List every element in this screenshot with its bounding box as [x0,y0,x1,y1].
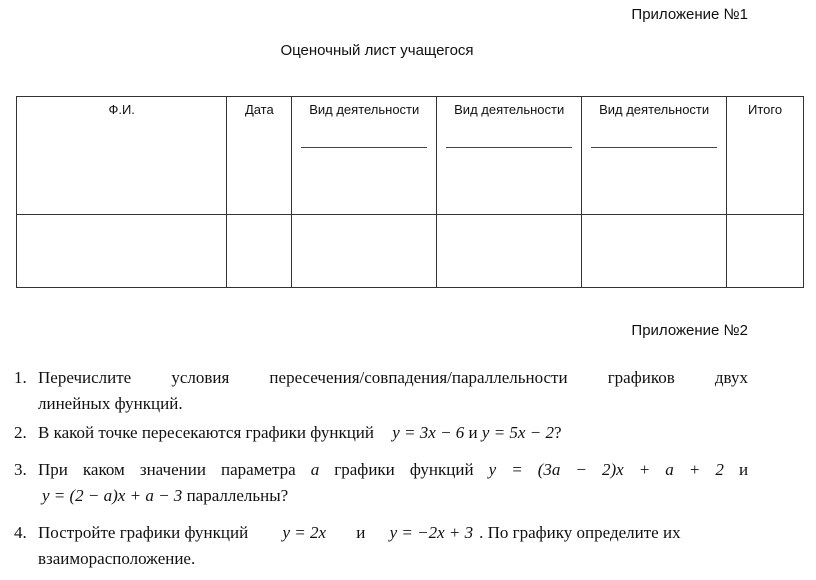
table-row [17,215,804,288]
header-total [727,97,804,215]
task-3 [14,457,748,509]
task-4-text: Постройте графики функций [38,523,249,542]
header-activity-1 [292,97,437,215]
task-number: 3. [14,460,27,479]
task-4-line-2: взаиморасположение. [38,549,196,568]
table-cell [292,215,437,288]
task-3-line-2 [42,483,748,509]
sheet-title: Оценочный лист учащегося [280,42,474,59]
header-activity-label: Вид деятельности [454,102,565,117]
header-date [227,97,292,215]
task-3-text: При каком значении параметра [38,460,296,479]
formula-2: y = (2 − a)x + a − 3 [42,486,183,505]
task-1-line-2: линейных функций. [38,394,183,413]
header-total-label: Итого [748,102,783,117]
task-4 [14,520,748,572]
and-word: и [738,460,749,479]
task-2-text: В какой точке пересекаются графики функций [38,423,374,442]
header-activity-label: Вид деятельности [599,102,710,117]
and-word: и [356,523,366,542]
task-4-text-2: . По графику определите их [479,523,681,542]
activity-blank-line [301,147,427,148]
formula-2: y = 5x − 2 [481,423,554,442]
header-activity-3 [582,97,727,215]
task-3-text-2: графики функций [334,460,474,479]
task-3-line-1 [38,457,748,483]
header-name-label: Ф.И. [108,102,135,117]
formula-1: y = (3a − 2)x + a + 2 [488,460,724,479]
formula-1: y = 3x − 6 [392,423,465,442]
task-2-line [38,420,748,446]
parameter-a: a [310,460,320,479]
and-word: и [468,423,478,442]
task-number: 2. [14,423,27,442]
header-activity-label: Вид деятельности [309,102,420,117]
appendix-2-label: Приложение №2 [631,322,748,339]
activity-blank-line [591,147,717,148]
grade-table [16,96,804,288]
task-number: 4. [14,523,27,542]
appendix-1-label: Приложение №1 [631,6,748,23]
header-name [17,97,227,215]
header-date-label: Дата [244,102,274,117]
header-activity-2 [437,97,582,215]
task-3-end: параллельны? [186,486,289,505]
activity-blank-line [446,147,572,148]
table-cell [582,215,727,288]
task-4-line-1 [38,520,748,546]
question-mark: ? [553,423,562,442]
task-number: 1. [14,368,27,387]
table-cell [727,215,804,288]
table-cell [437,215,582,288]
table-cell [17,215,227,288]
formula-1: y = 2x [282,523,326,542]
task-1 [14,365,748,417]
task-1-line-1: Перечислите условия пересечения/совпадения/параллельности графиков двух [38,368,748,387]
task-2 [14,420,748,446]
table-header-row [17,97,804,215]
table-cell [227,215,292,288]
formula-2: y = −2x + 3 [389,523,474,542]
